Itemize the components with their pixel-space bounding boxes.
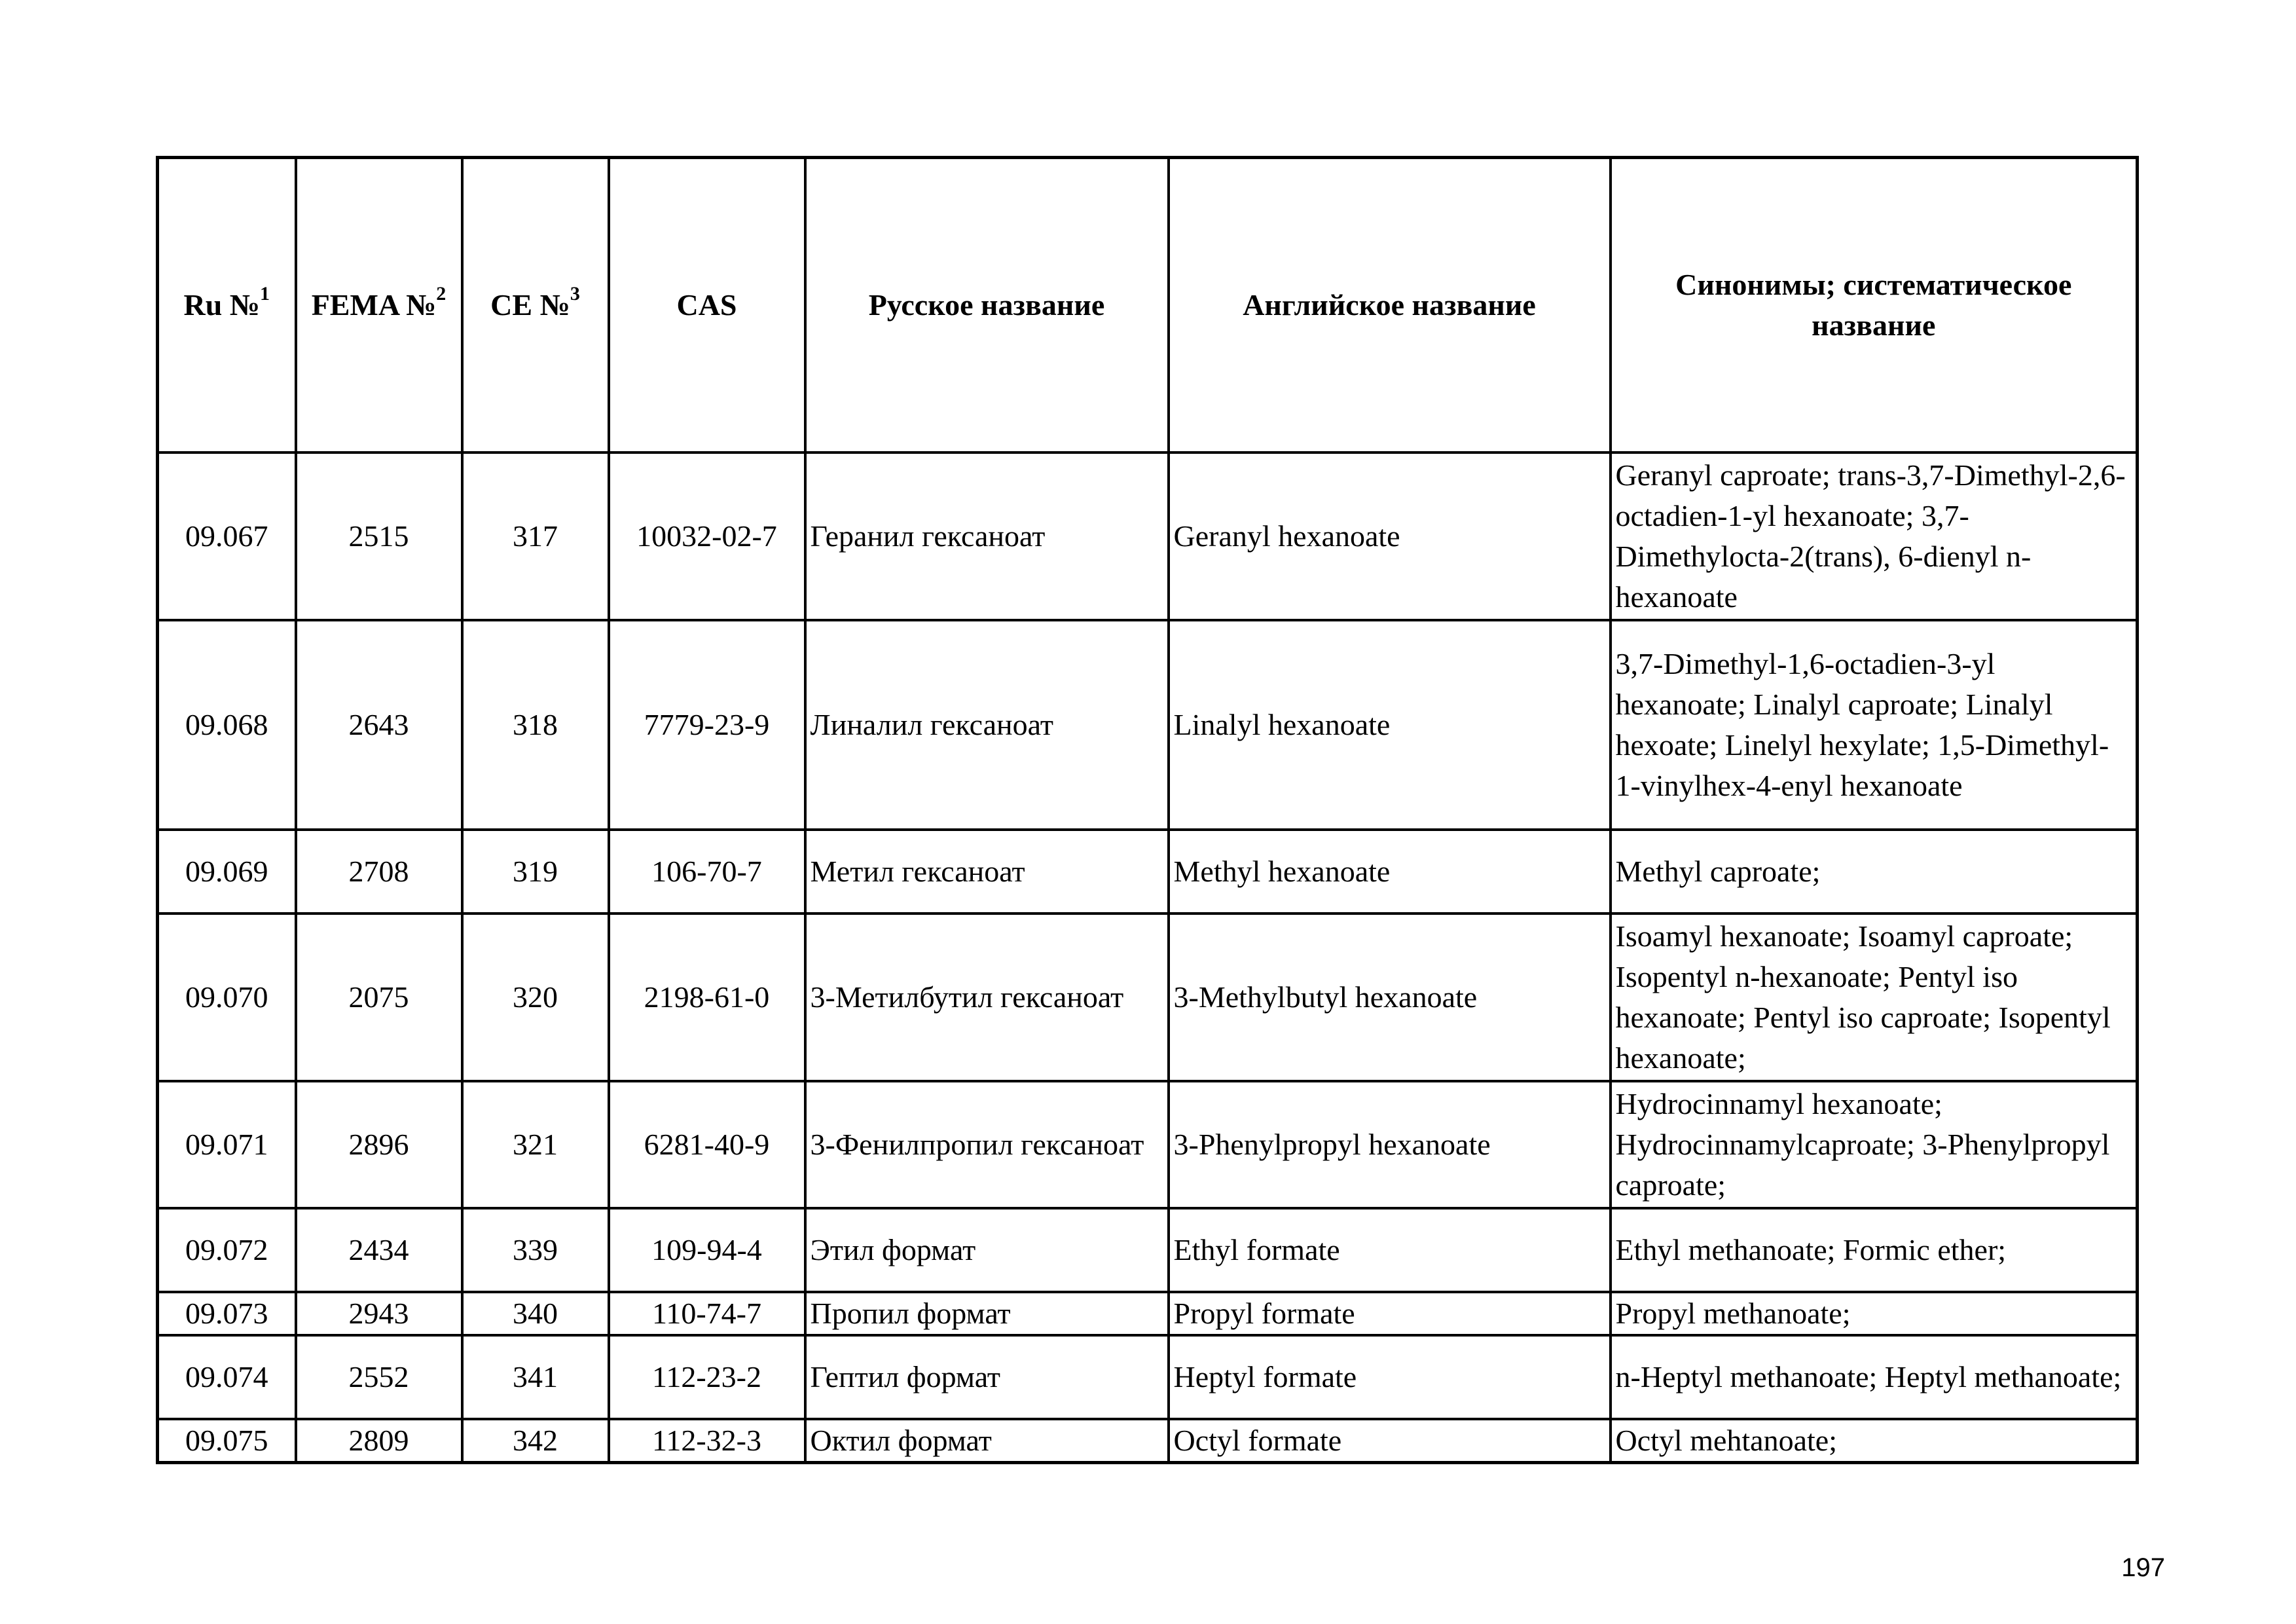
cell-english-name: Ethyl formate <box>1169 1208 1611 1292</box>
cell-cas: 109-94-4 <box>609 1208 805 1292</box>
table-row <box>158 620 2138 830</box>
cell-fema-number: 2809 <box>296 1419 462 1463</box>
cell-cas: 106-70-7 <box>609 830 805 913</box>
cell-english-name: Methyl hexanoate <box>1169 830 1611 913</box>
header-cas: CAS <box>609 158 805 452</box>
cell-cas: 7779-23-9 <box>609 620 805 830</box>
cell-ce-number: 318 <box>462 620 609 830</box>
cell-ru-number: 09.075 <box>158 1419 296 1463</box>
cell-ce-number: 319 <box>462 830 609 913</box>
cell-russian-name: 3-Фенилпропил гексаноат <box>805 1081 1169 1208</box>
table-row <box>158 1335 2138 1419</box>
header-fema-number: FEMA №$^2$ <box>296 158 462 452</box>
cell-cas: 2198-61-0 <box>609 913 805 1081</box>
cell-ru-number: 09.073 <box>158 1292 296 1335</box>
cell-ce-number: 339 <box>462 1208 609 1292</box>
cell-ru-number: 09.071 <box>158 1081 296 1208</box>
cell-synonyms: Hydrocinnamyl hexanoate; Hydrocinnamylcaproate; 3-Phenylpropyl caproate; <box>1611 1081 2138 1208</box>
cell-ru-number: 09.070 <box>158 913 296 1081</box>
cell-fema-number: 2075 <box>296 913 462 1081</box>
cell-russian-name: 3-Метилбутил гексаноат <box>805 913 1169 1081</box>
cell-english-name: Heptyl formate <box>1169 1335 1611 1419</box>
table-row <box>158 452 2138 620</box>
cell-fema-number: 2643 <box>296 620 462 830</box>
header-english-name: Английское название <box>1169 158 1611 452</box>
cell-ce-number: 320 <box>462 913 609 1081</box>
cell-fema-number: 2943 <box>296 1292 462 1335</box>
cell-english-name: Linalyl hexanoate <box>1169 620 1611 830</box>
cell-russian-name: Метил гексаноат <box>805 830 1169 913</box>
cell-russian-name: Этил формат <box>805 1208 1169 1292</box>
cell-russian-name: Геранил гексаноат <box>805 452 1169 620</box>
cell-english-name: Octyl formate <box>1169 1419 1611 1463</box>
header-ce-number: CE №$^3$ <box>462 158 609 452</box>
cell-synonyms: Ethyl methanoate; Formic ether; <box>1611 1208 2138 1292</box>
cell-english-name: Propyl formate <box>1169 1292 1611 1335</box>
cell-cas: 112-23-2 <box>609 1335 805 1419</box>
table-row <box>158 1208 2138 1292</box>
cell-russian-name: Октил формат <box>805 1419 1169 1463</box>
header-synonyms: Синонимы; систематическое название <box>1611 158 2138 452</box>
cell-english-name: Geranyl hexanoate <box>1169 452 1611 620</box>
cell-synonyms: Methyl caproate; <box>1611 830 2138 913</box>
cell-ru-number: 09.069 <box>158 830 296 913</box>
cell-ce-number: 317 <box>462 452 609 620</box>
cell-fema-number: 2708 <box>296 830 462 913</box>
table-row <box>158 1081 2138 1208</box>
cell-ru-number: 09.072 <box>158 1208 296 1292</box>
table-header-row <box>158 158 2138 452</box>
table-row <box>158 1292 2138 1335</box>
cell-synonyms: Octyl mehtanoate; <box>1611 1419 2138 1463</box>
cell-ce-number: 340 <box>462 1292 609 1335</box>
cell-ce-number: 321 <box>462 1081 609 1208</box>
cell-fema-number: 2434 <box>296 1208 462 1292</box>
cell-english-name: 3-Phenylpropyl hexanoate <box>1169 1081 1611 1208</box>
cell-cas: 10032-02-7 <box>609 452 805 620</box>
cell-fema-number: 2515 <box>296 452 462 620</box>
cell-fema-number: 2896 <box>296 1081 462 1208</box>
substances-table <box>156 156 2139 1464</box>
cell-english-name: 3-Methylbutyl hexanoate <box>1169 913 1611 1081</box>
cell-cas: 110-74-7 <box>609 1292 805 1335</box>
cell-synonyms: Propyl methanoate; <box>1611 1292 2138 1335</box>
header-ru-number: Ru №$^1$ <box>158 158 296 452</box>
cell-cas: 6281-40-9 <box>609 1081 805 1208</box>
cell-ru-number: 09.067 <box>158 452 296 620</box>
cell-russian-name: Гептил формат <box>805 1335 1169 1419</box>
header-russian-name: Русское название <box>805 158 1169 452</box>
cell-ce-number: 342 <box>462 1419 609 1463</box>
cell-russian-name: Пропил формат <box>805 1292 1169 1335</box>
cell-ce-number: 341 <box>462 1335 609 1419</box>
page-number: 197 <box>2121 1553 2165 1582</box>
table-row <box>158 1419 2138 1463</box>
cell-cas: 112-32-3 <box>609 1419 805 1463</box>
table-row <box>158 913 2138 1081</box>
cell-ru-number: 09.068 <box>158 620 296 830</box>
cell-synonyms: 3,7-Dimethyl-1,6-octadien-3-yl hexanoate; Linalyl caproate; Linalyl hexoate; Linelyl hexylate; 1,5-Dimethyl-1-vinylhex-4-enyl hexanoate <box>1611 620 2138 830</box>
cell-ru-number: 09.074 <box>158 1335 296 1419</box>
cell-russian-name: Линалил гексаноат <box>805 620 1169 830</box>
cell-fema-number: 2552 <box>296 1335 462 1419</box>
cell-synonyms: Geranyl caproate; trans-3,7-Dimethyl-2,6-octadien-1-yl hexanoate; 3,7-Dimethylocta-2(trans), 6-dienyl n-hexanoate <box>1611 452 2138 620</box>
cell-synonyms: Isoamyl hexanoate; Isoamyl caproate; Isopentyl n-hexanoate; Pentyl iso hexanoate; Pentyl iso caproate; Isopentyl hexanoate; <box>1611 913 2138 1081</box>
cell-synonyms: n-Heptyl methanoate; Heptyl methanoate; <box>1611 1335 2138 1419</box>
table-row <box>158 830 2138 913</box>
